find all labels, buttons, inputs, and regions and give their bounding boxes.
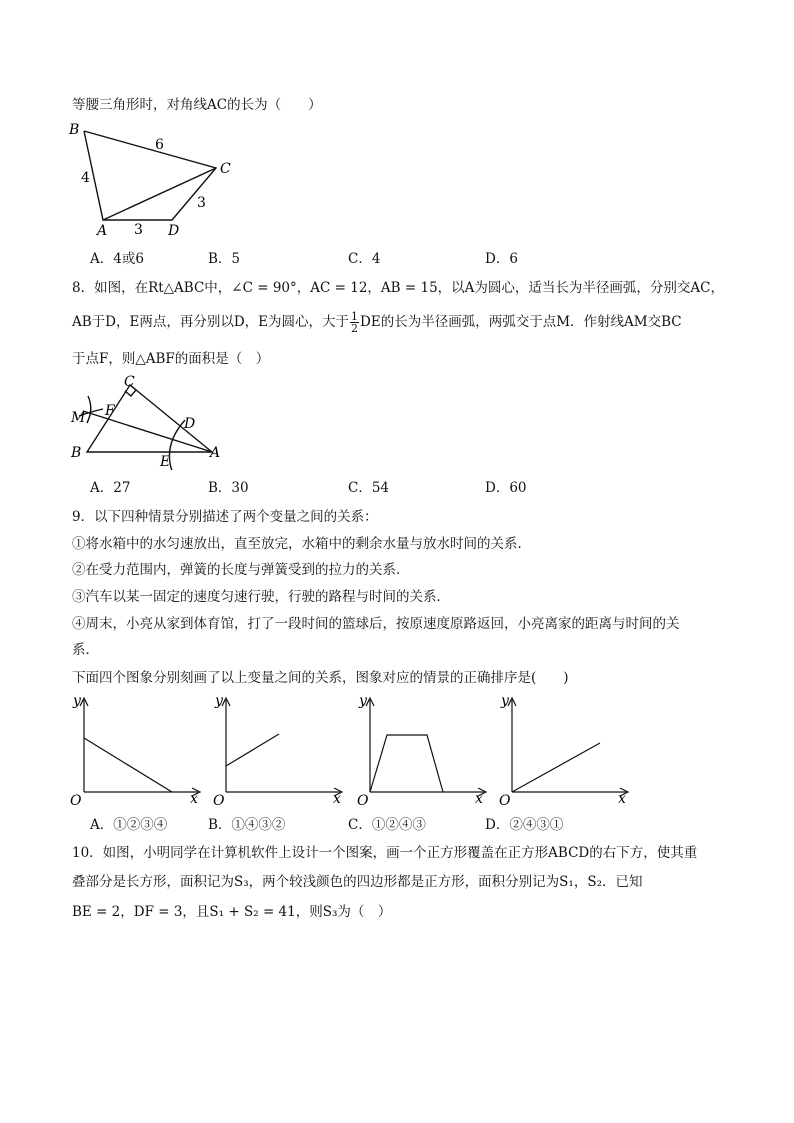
q9-g1-x: x bbox=[190, 791, 198, 807]
q7-label-c: C bbox=[220, 161, 231, 177]
q10-line1: 10．如图，小明同学在计算机软件上设计一个图案，画一个正方形覆盖在正方形ABCD的右下方，使其重 bbox=[72, 845, 698, 861]
q8-label-d: D bbox=[184, 416, 196, 432]
q8-label-m: M bbox=[71, 410, 86, 426]
q9-option-b[interactable]: B．①④③② bbox=[208, 817, 286, 833]
q7-option-b[interactable]: B．5 bbox=[208, 251, 241, 267]
q9-scenario-3: ③汽车以某一固定的速度匀速行驶，行驶的路程与时间的关系． bbox=[72, 589, 450, 605]
q9-g2-curve bbox=[226, 734, 279, 766]
q9-graph-1 bbox=[66, 690, 206, 808]
q8-option-d[interactable]: D．60 bbox=[485, 480, 527, 496]
q8-fraction bbox=[350, 311, 359, 334]
q8-frac-num: 1 bbox=[351, 310, 359, 323]
q9-g4-x: x bbox=[618, 791, 626, 807]
q9-scenario-2: ②在受力范围内，弹簧的长度与弹簧受到的拉力的关系． bbox=[72, 562, 410, 578]
q7-option-a[interactable]: A．4或6 bbox=[90, 251, 144, 267]
q8-label-f: F bbox=[105, 403, 115, 419]
q9-options bbox=[90, 815, 650, 835]
q8-label-c: C bbox=[124, 374, 135, 390]
q8-line3: 于点F，则△ABF的面积是（ ） bbox=[72, 351, 270, 367]
q7-options bbox=[90, 249, 650, 269]
q9-g4-y: y bbox=[501, 693, 509, 709]
q9-g1-o: O bbox=[70, 793, 82, 808]
q8-triangle-figure bbox=[64, 372, 244, 470]
q10-line2: 叠部分是长方形，面积记为S₃，两个较浅颜色的四边形都是正方形，面积分别记为S₁，S₂．已知 bbox=[72, 874, 643, 890]
q7-label-b: B bbox=[69, 122, 80, 138]
q9-g1-curve bbox=[84, 738, 172, 792]
q7-label-a: A bbox=[97, 223, 108, 239]
q8-line2 bbox=[72, 311, 682, 334]
q9-g3-y: y bbox=[359, 693, 367, 709]
q9-graph-2 bbox=[211, 690, 351, 808]
q8-option-c[interactable]: C．54 bbox=[348, 480, 390, 496]
q9-option-a[interactable]: A．①②③④ bbox=[90, 817, 168, 833]
q8-option-b[interactable]: B．30 bbox=[208, 480, 249, 496]
q8-frac-den: 2 bbox=[351, 322, 359, 335]
q9-option-c[interactable]: C．①②④③ bbox=[348, 817, 426, 833]
q7-label-d: D bbox=[168, 223, 180, 239]
q9-g1-y: y bbox=[73, 693, 81, 709]
q9-g3-o: O bbox=[357, 793, 369, 808]
q7-len-bc: 6 bbox=[155, 137, 164, 153]
q7-option-d[interactable]: D．6 bbox=[485, 251, 518, 267]
q9-g3-curve bbox=[370, 735, 443, 792]
q7-len-cd: 3 bbox=[197, 195, 206, 211]
q9-g4-curve bbox=[512, 743, 600, 792]
q9-graph-3 bbox=[355, 690, 495, 808]
q7-diagonal-ac bbox=[103, 168, 216, 220]
q7-option-c[interactable]: C．4 bbox=[348, 251, 381, 267]
q9-option-d[interactable]: D．②④③① bbox=[485, 817, 564, 833]
q8-options bbox=[90, 478, 650, 498]
q9-scenario-1: ①将水箱中的水匀速放出，直至放完，水箱中的剩余水量与放水时间的关系． bbox=[72, 536, 531, 552]
q8-label-b: B bbox=[71, 445, 82, 461]
q8-option-a[interactable]: A．27 bbox=[90, 480, 131, 496]
q7-quadrilateral-figure bbox=[62, 118, 252, 243]
q9-scenario-4b: 系． bbox=[72, 642, 99, 658]
q9-g2-y: y bbox=[215, 693, 223, 709]
q9-graph-4 bbox=[497, 690, 637, 808]
q9-question: 下面四个图象分别刻画了以上变量之间的关系，图象对应的情景的正确排序是( ) bbox=[72, 670, 569, 686]
q8-line1: 8．如图，在Rt△ABC中，∠C = 90°，AC = 12，AB = 15，以A为圆心，适当长为半径画弧，分别交AC， bbox=[72, 280, 724, 296]
q8-arc-m1 bbox=[87, 396, 91, 423]
q9-g2-x: x bbox=[333, 791, 341, 807]
q9-g4-o: O bbox=[499, 793, 511, 808]
q7-len-ab: 4 bbox=[81, 170, 90, 186]
q8-line2-post: DE的长为半径画弧，两弧交于点M．作射线AM交BC bbox=[360, 314, 682, 330]
q9-g2-o: O bbox=[213, 793, 225, 808]
q10-line3: BE = 2，DF = 3，且S₁ + S₂ = 41，则S₃为（ ） bbox=[72, 904, 392, 920]
q9-intro: 9．以下四种情景分别描述了两个变量之间的关系： bbox=[72, 509, 378, 525]
q8-label-a: A bbox=[210, 445, 221, 461]
q9-g3-x: x bbox=[475, 791, 483, 807]
q7-len-ad: 3 bbox=[134, 222, 143, 238]
q9-scenario-4a: ④周末，小亮从家到体育馆，打了一段时间的篮球后，按原速度原路返回，小亮离家的距离与时间的关 bbox=[72, 616, 680, 632]
q8-line2-pre: AB于D，E两点，再分别以D，E为圆心，大于 bbox=[72, 314, 350, 330]
q8-label-e: E bbox=[160, 454, 171, 470]
q7-stem: 等腰三角形时，对角线AC的长为（ ） bbox=[72, 97, 322, 113]
